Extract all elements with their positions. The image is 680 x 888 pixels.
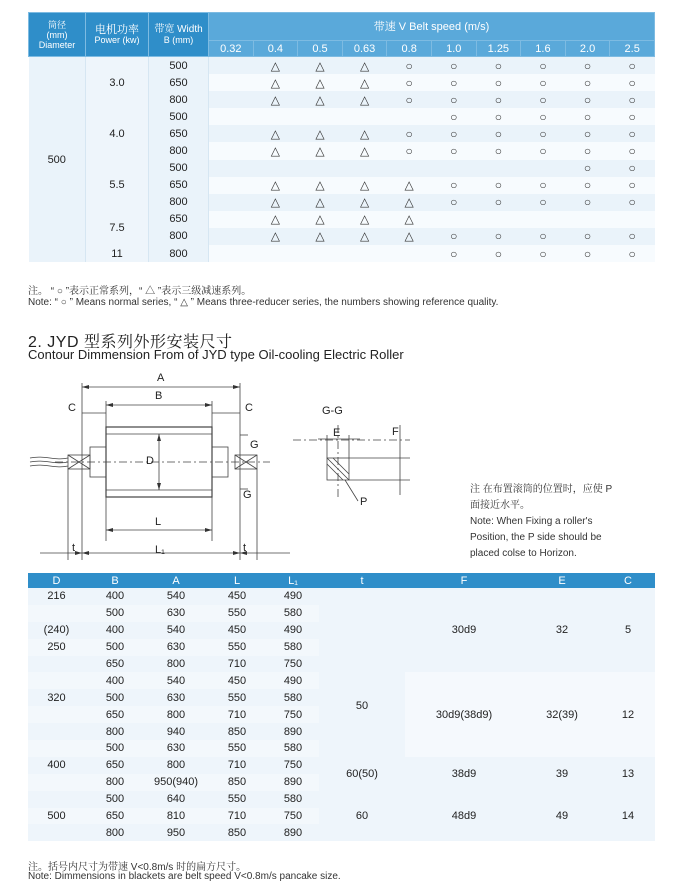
speed-cell (298, 160, 343, 177)
speed-cell: ○ (521, 91, 566, 108)
speed-cell: △ (253, 125, 298, 142)
speed-cell (476, 160, 521, 177)
speed-cell (521, 211, 566, 228)
speed-cell: ○ (431, 74, 476, 91)
dim-t-right: t (243, 542, 247, 554)
speed-col-5: 1.0 (431, 41, 476, 57)
speed-cell (342, 160, 387, 177)
dim-cell: 850 (207, 723, 267, 740)
dim-cell: 216 (28, 588, 85, 605)
dim-cell: 890 (267, 824, 319, 841)
speed-cell (209, 177, 254, 194)
speed-cell: ○ (476, 245, 521, 262)
speed-cell: ○ (387, 91, 432, 108)
dim-cell: 810 (145, 808, 207, 825)
dim-cell: 250 (28, 639, 85, 656)
speed-cell: ○ (431, 228, 476, 245)
speed-cell (253, 245, 298, 262)
dim-header-4: L₁ (267, 573, 319, 588)
dim-cell: 630 (145, 605, 207, 622)
speed-cell: ○ (565, 108, 610, 125)
speed-cell: ○ (431, 177, 476, 194)
power-cell: 7.5 (86, 211, 149, 245)
power-cell: 3.0 (86, 57, 149, 109)
dim-cell: 320 (28, 689, 85, 706)
speed-cell (387, 108, 432, 125)
dim-cell: 890 (267, 774, 319, 791)
speed-cell: △ (253, 228, 298, 245)
speed-col-9: 2.5 (610, 41, 655, 57)
dim-E: E (333, 427, 341, 439)
speed-cell: ○ (387, 74, 432, 91)
dim-C-right: C (245, 402, 253, 414)
speed-cell: ○ (521, 74, 566, 91)
dim-merged-cell: 30d9 (405, 588, 523, 672)
dim-cell: 890 (267, 723, 319, 740)
speed-cell: ○ (387, 57, 432, 75)
speed-cell (387, 245, 432, 262)
speed-col-0: 0.32 (209, 41, 254, 57)
dim-cell: 450 (207, 672, 267, 689)
speed-cell: △ (342, 194, 387, 211)
speed-cell: ○ (610, 245, 655, 262)
dim-cell: 750 (267, 808, 319, 825)
dim-cell (28, 740, 85, 757)
width-cell: 800 (149, 194, 209, 211)
dim-B: B (155, 390, 163, 402)
dim-cell: 750 (267, 757, 319, 774)
dim-cell: 950(940) (145, 774, 207, 791)
dim-L1: L₁ (155, 544, 165, 556)
speed-cell: ○ (476, 108, 521, 125)
speed-cell (209, 228, 254, 245)
dim-cell: 400 (85, 672, 145, 689)
dim-cell (28, 706, 85, 723)
note-symbols-cn: 注。 “ ○ ”表示正常系列，“ △ ”表示三级减速系列。 (28, 286, 252, 297)
speed-cell: ○ (521, 108, 566, 125)
speed-cell: △ (342, 177, 387, 194)
section-G-G: G-G (322, 405, 343, 417)
dim-cell: 550 (207, 639, 267, 656)
dim-merged-cell: 30d9(38d9) (405, 672, 523, 756)
speed-col-2: 0.5 (298, 41, 343, 57)
dim-cell: 630 (145, 689, 207, 706)
dim-cell: 400 (28, 757, 85, 774)
speed-cell: △ (298, 57, 343, 75)
speed-cell: △ (253, 177, 298, 194)
speed-col-3: 0.63 (342, 41, 387, 57)
dim-G-top: G (250, 439, 259, 451)
speed-cell: ○ (476, 57, 521, 75)
dim-cell: 800 (85, 723, 145, 740)
width-cell: 650 (149, 74, 209, 91)
width-cell: 650 (149, 211, 209, 228)
speed-cell: ○ (476, 177, 521, 194)
dim-cell: 650 (85, 706, 145, 723)
dim-cell: 500 (85, 639, 145, 656)
speed-col-1: 0.4 (253, 41, 298, 57)
speed-cell: △ (298, 125, 343, 142)
dim-cell: 750 (267, 706, 319, 723)
speed-cell: △ (342, 57, 387, 75)
speed-cell: △ (387, 177, 432, 194)
power-cell: 5.5 (86, 160, 149, 211)
width-cell: 800 (149, 91, 209, 108)
speed-cell: ○ (610, 57, 655, 75)
dim-merged-cell: 49 (523, 791, 601, 842)
dimension-table (28, 573, 655, 841)
dim-cell: 550 (207, 740, 267, 757)
dim-cell: 800 (85, 774, 145, 791)
speed-cell: ○ (565, 57, 610, 75)
header-width: 带宽 Width B (mm) (149, 13, 209, 57)
fixing-note: 注 在布置滚筒的位置时，应使 P 面接近水平。 Note: When Fixing a roller's Position, the P side should be placed colse to Horizon. (470, 484, 613, 559)
dim-t-left: t (72, 542, 76, 554)
dim-A: A (157, 372, 165, 384)
dim-cell: 490 (267, 622, 319, 639)
speed-cell (476, 211, 521, 228)
dim-cell: 640 (145, 791, 207, 808)
dim-cell: 710 (207, 706, 267, 723)
dim-cell: 650 (85, 757, 145, 774)
speed-cell: ○ (521, 228, 566, 245)
speed-cell: △ (298, 91, 343, 108)
speed-cell (253, 160, 298, 177)
speed-cell: ○ (565, 74, 610, 91)
speed-cell: ○ (565, 160, 610, 177)
speed-cell: ○ (431, 245, 476, 262)
dim-cell: 500 (85, 791, 145, 808)
speed-col-6: 1.25 (476, 41, 521, 57)
dim-cell: 750 (267, 656, 319, 673)
dim-row (28, 588, 655, 605)
speed-cell: ○ (610, 142, 655, 159)
speed-cell: ○ (476, 228, 521, 245)
dim-cell: 500 (85, 740, 145, 757)
dim-merged-cell: 12 (601, 672, 655, 756)
dim-merged-cell: 38d9 (405, 757, 523, 791)
dim-D: D (146, 455, 154, 467)
section-title-en: Contour Dimmension From of JYD type Oil-cooling Electric Roller (28, 347, 404, 362)
speed-cell: ○ (476, 194, 521, 211)
power-cell: 11 (86, 245, 149, 262)
dim-cell: 490 (267, 588, 319, 605)
dim-cell: 580 (267, 605, 319, 622)
speed-row (29, 245, 655, 262)
dim-cell: 800 (145, 706, 207, 723)
dim-header-5: t (319, 573, 405, 588)
dim-cell: 500 (85, 605, 145, 622)
speed-cell: ○ (610, 160, 655, 177)
speed-cell: ○ (521, 177, 566, 194)
speed-cell (298, 108, 343, 125)
speed-row (29, 57, 655, 75)
dim-row (28, 757, 655, 774)
speed-cell (431, 211, 476, 228)
dim-cell: 710 (207, 757, 267, 774)
speed-cell: △ (253, 142, 298, 159)
speed-col-4: 0.8 (387, 41, 432, 57)
dim-cell: 540 (145, 622, 207, 639)
speed-cell: ○ (565, 194, 610, 211)
dim-cell: 500 (85, 689, 145, 706)
speed-cell: ○ (431, 91, 476, 108)
dim-header-1: B (85, 573, 145, 588)
speed-cell: △ (342, 74, 387, 91)
note-brackets-en: Note: Dimmensions in blackets are belt speed V<0.8m/s pancake size. (28, 871, 341, 882)
dim-cell: 950 (145, 824, 207, 841)
speed-cell: ○ (565, 228, 610, 245)
width-cell: 800 (149, 142, 209, 159)
header-power: 电机功率 Power (kw) (86, 13, 149, 57)
dim-header-0: D (28, 573, 85, 588)
dim-cell: 540 (145, 672, 207, 689)
dim-G-bottom: G (243, 489, 252, 501)
speed-cell: ○ (565, 142, 610, 159)
speed-cell (209, 142, 254, 159)
speed-cell: ○ (521, 57, 566, 75)
dim-cell: 450 (207, 622, 267, 639)
speed-cell: ○ (610, 74, 655, 91)
dim-cell (28, 656, 85, 673)
dim-cell (28, 791, 85, 808)
speed-cell (253, 108, 298, 125)
dim-merged-cell (319, 588, 405, 656)
speed-cell: △ (342, 125, 387, 142)
speed-cell: ○ (476, 142, 521, 159)
width-cell: 650 (149, 125, 209, 142)
speed-cell: ○ (610, 177, 655, 194)
speed-cell: ○ (476, 125, 521, 142)
speed-cell: ○ (431, 57, 476, 75)
speed-cell: ○ (610, 91, 655, 108)
speed-cell: ○ (610, 125, 655, 142)
dim-merged-cell: 50 (319, 656, 405, 757)
speed-cell: △ (298, 142, 343, 159)
speed-cell: ○ (610, 228, 655, 245)
speed-cell (209, 194, 254, 211)
header-belt-speed: 带速 V Belt speed (m/s) (209, 13, 655, 41)
dim-merged-cell: 60(50) (319, 757, 405, 791)
speed-cell: △ (253, 211, 298, 228)
speed-cell (209, 57, 254, 75)
dim-cell: 550 (207, 605, 267, 622)
speed-cell (521, 160, 566, 177)
dim-cell (28, 605, 85, 622)
speed-cell: △ (298, 177, 343, 194)
dim-merged-cell: 39 (523, 757, 601, 791)
speed-cell (342, 108, 387, 125)
power-cell: 4.0 (86, 108, 149, 159)
speed-cell: ○ (431, 142, 476, 159)
dim-cell: 400 (85, 588, 145, 605)
dim-cell: 580 (267, 791, 319, 808)
speed-row (29, 108, 655, 125)
width-cell: 650 (149, 177, 209, 194)
diameter-cell: 500 (29, 57, 86, 263)
speed-cell: ○ (387, 142, 432, 159)
speed-cell: ○ (387, 125, 432, 142)
dim-cell: 580 (267, 740, 319, 757)
speed-cell: ○ (431, 194, 476, 211)
dim-merged-cell: 48d9 (405, 791, 523, 842)
dim-merged-cell: 14 (601, 791, 655, 842)
dim-cell: 580 (267, 639, 319, 656)
width-cell: 800 (149, 228, 209, 245)
speed-cell: △ (298, 74, 343, 91)
dim-cell: 650 (85, 808, 145, 825)
speed-cell: ○ (565, 125, 610, 142)
speed-cell: △ (298, 194, 343, 211)
dim-header-2: A (145, 573, 207, 588)
dim-merged-cell: 5 (601, 588, 655, 672)
speed-cell (209, 74, 254, 91)
dim-cell: 800 (85, 824, 145, 841)
dim-header-3: L (207, 573, 267, 588)
dim-cell (28, 774, 85, 791)
dim-merged-cell: 32(39) (523, 672, 601, 756)
dim-cell: 490 (267, 672, 319, 689)
speed-cell (209, 91, 254, 108)
dim-cell: 800 (145, 757, 207, 774)
dim-C-left: C (68, 402, 76, 414)
dim-cell: 800 (145, 656, 207, 673)
speed-cell: ○ (476, 91, 521, 108)
speed-cell: ○ (476, 74, 521, 91)
speed-cell (209, 245, 254, 262)
dim-cell: 450 (207, 588, 267, 605)
dim-cell: 580 (267, 689, 319, 706)
dim-merged-cell: 32 (523, 588, 601, 672)
dim-cell: 630 (145, 639, 207, 656)
dim-header-7: E (523, 573, 601, 588)
speed-cell: △ (387, 194, 432, 211)
speed-col-7: 1.6 (521, 41, 566, 57)
width-cell: 800 (149, 245, 209, 262)
speed-cell (209, 211, 254, 228)
section-title-cn: 2. JYD 型系列外形安装尺寸 (28, 334, 233, 351)
speed-cell: ○ (610, 194, 655, 211)
speed-cell: △ (298, 228, 343, 245)
dim-cell: 850 (207, 774, 267, 791)
speed-cell: ○ (610, 108, 655, 125)
speed-cell: △ (253, 57, 298, 75)
dim-cell: 850 (207, 824, 267, 841)
dim-row (28, 791, 655, 808)
speed-cell: ○ (521, 245, 566, 262)
speed-cell: ○ (431, 125, 476, 142)
speed-cell: △ (253, 91, 298, 108)
header-diameter: 筒径 (mm) Diameter (29, 13, 86, 57)
width-cell: 500 (149, 160, 209, 177)
speed-cell: ○ (565, 91, 610, 108)
speed-cell: ○ (521, 125, 566, 142)
speed-row (29, 160, 655, 177)
speed-cell: △ (387, 228, 432, 245)
dim-cell: 710 (207, 656, 267, 673)
dim-P: P (360, 496, 368, 508)
dim-cell: 940 (145, 723, 207, 740)
speed-cell: ○ (565, 245, 610, 262)
speed-cell: △ (253, 74, 298, 91)
dim-cell: 400 (85, 622, 145, 639)
dim-cell: 550 (207, 791, 267, 808)
speed-cell (209, 125, 254, 142)
speed-cell: △ (342, 228, 387, 245)
speed-cell: △ (342, 142, 387, 159)
speed-cell (431, 160, 476, 177)
speed-cell: ○ (431, 108, 476, 125)
dim-cell: 540 (145, 588, 207, 605)
dim-merged-cell: 13 (601, 757, 655, 791)
speed-cell (298, 245, 343, 262)
note-brackets-cn: 注。括号内尺寸为带速 V<0.8m/s 时的扁方尺寸。 (28, 862, 247, 873)
speed-col-8: 2.0 (565, 41, 610, 57)
dim-header-8: C (601, 573, 655, 588)
speed-cell (209, 160, 254, 177)
dim-F: F (392, 426, 399, 438)
dim-cell: 550 (207, 689, 267, 706)
speed-table (28, 12, 655, 262)
speed-cell (342, 245, 387, 262)
speed-cell: △ (342, 211, 387, 228)
dim-cell (28, 723, 85, 740)
speed-cell (209, 108, 254, 125)
dim-cell (28, 672, 85, 689)
dim-cell: 650 (85, 656, 145, 673)
speed-cell: ○ (521, 194, 566, 211)
speed-cell: ○ (521, 142, 566, 159)
speed-cell: △ (253, 194, 298, 211)
speed-cell (610, 211, 655, 228)
dim-merged-cell: 60 (319, 791, 405, 842)
dim-header-6: F (405, 573, 523, 588)
note-symbols-en: Note: “ ○ ” Means normal series, “ △ ” Means three-reducer series, the numbers showing reference quality. (28, 297, 499, 308)
dim-cell: 630 (145, 740, 207, 757)
speed-cell (387, 160, 432, 177)
width-cell: 500 (149, 57, 209, 75)
dim-cell: (240) (28, 622, 85, 639)
speed-cell: ○ (565, 177, 610, 194)
dim-cell (28, 824, 85, 841)
speed-cell: △ (387, 211, 432, 228)
dim-cell: 710 (207, 808, 267, 825)
speed-row (29, 211, 655, 228)
speed-cell (565, 211, 610, 228)
speed-cell: △ (298, 211, 343, 228)
dim-cell: 500 (28, 808, 85, 825)
width-cell: 500 (149, 108, 209, 125)
dim-L: L (155, 516, 162, 528)
speed-cell: △ (342, 91, 387, 108)
